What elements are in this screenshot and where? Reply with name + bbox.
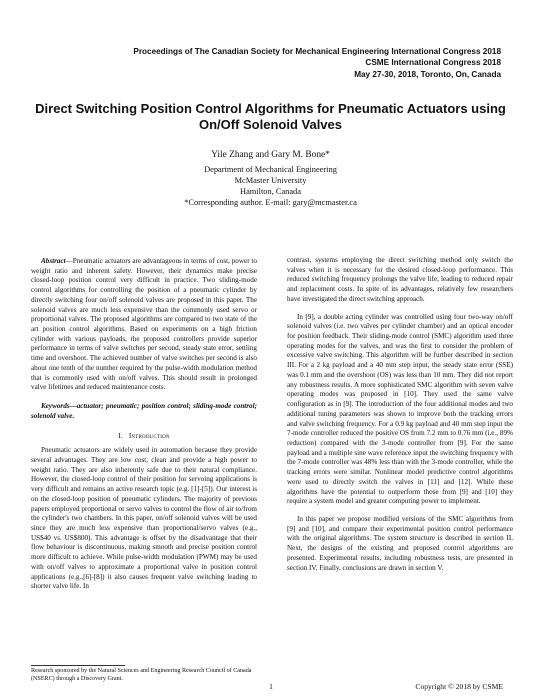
footnote-divider	[31, 665, 125, 666]
author-location: Hamilton, Canada	[240, 187, 301, 196]
abstract-label: Abstract	[41, 257, 66, 265]
body-paragraph: In this paper we propose modified versions of the SMC algorithms from [9] and [10], and compare their experimental position control performance with the original algorithms. The system structure is described in section II. Next, the designs of the existing and proposed control algorithms are presented. Experimental results, including robustness tests, are presented in section IV. Finally, conclusions are drawn in section V.	[287, 514, 513, 572]
body-paragraph: In [9], a double acting cylinder was controlled using four two-way on/off solenoid valves (i.e. two valves per cylinder chamber) and an optical encoder for position feedback. Their sliding-mode control (SMC) algorithm used three operating modes for the valves, and was the first to consider the problem of excessive valve switching. This algorithm will be further described in section III. For a 2 kg payload and a 40 mm step input, the steady state error (SSE) was 0.1 mm and the overshoot (OS) was less than 10 mm. They did not report any robustness results. A more sophisticated SMC algorithm with seven valve operating modes was proposed in [10]. They used the same valve configuration as in [9]. The introduction of the four additional modes and two additional tuning parameters was shown to improve both the tracking errors and valve switching frequency. For a 0.9 kg payload and 40 mm step input the 7-mode controller reduced the positive OS from 7.2 mm to 0.76 mm (i.e., 89% reduction) compared with the 3-mode controller from [9]. For the same payload and a multiple sine wave reference input the switching frequency with the 7-mode controller was 48% less than with the 3-mode controller, while the tracking errors were similar. Nonlinear model predictive control algorithms were used to directly switch the valves in [11] and [12]. While these algorithms have the potential to outperform those from [9] and [10] they require a system model and greater computing power to implement.	[287, 312, 513, 506]
author-block	[70, 150, 471, 208]
paper-title: Direct Switching Position Control Algorithms for Pneumatic Actuators using On/Off Solenoid Valves	[35, 101, 506, 132]
conference-line-2: CSME International Congress 2018	[365, 58, 501, 68]
conference-line-3: May 27-30, 2018, Toronto, On, Canada	[354, 69, 501, 79]
author-university: McMaster University	[234, 176, 307, 185]
section-title: Introduction	[128, 431, 170, 440]
abstract	[31, 257, 257, 393]
corresponding-author: *Corresponding author. E-mail: gary@mcmaster.ca	[184, 198, 357, 207]
footnote: Research sponsored by the Natural Sciences and Engineering Research Council of Canada (NSERC) through a Discovery Grant.	[31, 668, 252, 682]
section-number: I.	[118, 431, 123, 440]
copyright-notice: Copyright © 2018 by CSME	[415, 682, 503, 691]
conference-line-1: Proceedings of The Canadian Society for Mechanical Engineering International Congress 2018	[133, 47, 501, 56]
author-names: Yile Zhang and Gary M. Bone*	[211, 150, 330, 160]
intro-paragraph: Pneumatic actuators are widely used in automation because they provide several advantages. They are low cost, clean and provide a high power to weight ratio. They are also inherently safe due to their natural compliance. However, the closed-loop control of their position for servoing applications is very difficult and remains an active research topic (e.g. [1]-[5]). Our interest is on the closed-loop position of pneumatic cylinders. The majority of previous papers employed proportional or servo valves to control the flow of air to/from the cylinder's two chambers. In this paper, on/off solenoid valves will be used since they are much less expensive than proportional/servo valves (e.g., US$40 vs. US$800). This advantage is offset by the disadvantage that their flow behaviour is discontinuous, making smooth and precise position control more difficult to achieve. While pulse-width modulation (PWM) may be used with on/off valves to approximate a proportional valve in position control applications (e.g.,[6]-[8]) it also causes frequent valve switching leading to shorter valve life. In	[31, 446, 257, 591]
right-column	[287, 256, 513, 573]
author-department: Department of Mechanical Engineering	[204, 165, 337, 174]
conference-header	[81, 46, 501, 80]
page-number: 1	[269, 682, 273, 691]
abstract-text: —Pneumatic actuators are advantageous in terms of cost, power to weight ratio and inherent safety. However, their dynamics make precise closed-loop position control very difficult in practice. Two sliding-mode control algorithms for controlling the position of a pneumatic cylinder by directly switching four on/off solenoid valves are proposed in this paper. The solenoid valves are much less expensive than the commonly used servo or proportional valves. The proposed algorithms are compared to two state of the art position control algorithms. Based on experiments on a high friction cylinder with various payloads, the proposed controllers provide superior performance in terms of valve switches per second, steady state error, settling time and overshoot. The achieved number of valve switches per second is also about one tenth of the number required by the pulse-width modulation method that is commonly used with on/off valves. This should result in prolonged valve lifetimes and reduced maintenance costs.	[31, 257, 257, 392]
left-column	[31, 257, 257, 592]
section-heading-introduction	[31, 432, 257, 442]
body-paragraph: contrast, systems employing the direct switching method only switch the valves when it is necessary for the desired closed-loop performance. This reduced switching frequency prolongs the valve life, leading to reduced repair and replacement costs. In spite of its advantages, relatively few researchers have investigated the direct switching approach.	[287, 256, 513, 303]
keywords: Keywords—actuator; pneumatic; position control; sliding-mode control; solenoid valve.	[31, 402, 257, 420]
